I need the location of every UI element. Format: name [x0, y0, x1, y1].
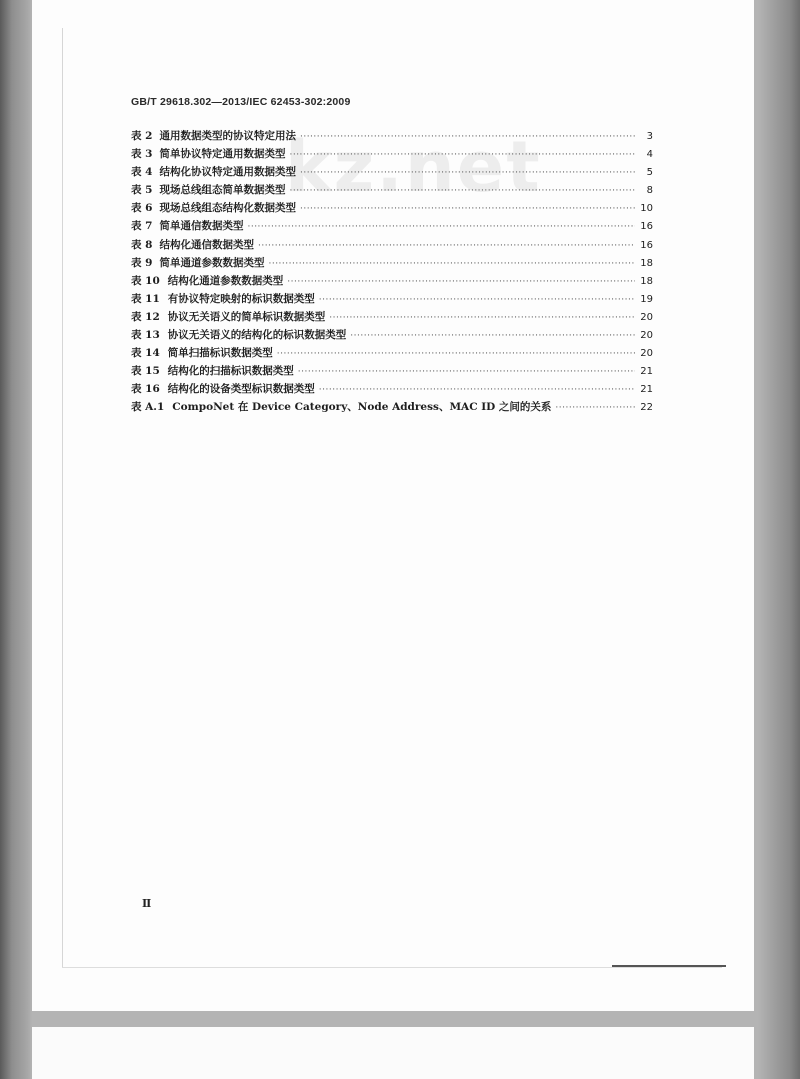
- toc-dot-leader: [319, 295, 635, 305]
- toc-entry: [131, 327, 653, 345]
- toc-table-number: 表 4: [131, 166, 153, 179]
- toc-table-title: 现场总线组态简单数据类型: [159, 184, 286, 197]
- toc-table-title: 结构化的扫描标识数据类型: [167, 365, 294, 378]
- toc-entry: [131, 273, 653, 291]
- table-of-contents: [131, 128, 653, 418]
- toc-dot-leader: [329, 313, 635, 323]
- page-number: Ⅱ: [142, 897, 152, 910]
- toc-dot-leader: [258, 241, 635, 251]
- toc-entry: [131, 345, 653, 363]
- toc-table-title: 结构化协议特定通用数据类型: [159, 166, 296, 179]
- toc-dot-leader: [555, 403, 635, 413]
- toc-entry: [131, 381, 653, 399]
- toc-table-title: 通用数据类型的协议特定用法: [159, 130, 296, 142]
- toc-dot-leader: [300, 168, 635, 178]
- toc-page-number: 5: [646, 167, 653, 179]
- toc-table-number: 表 A.1: [131, 401, 165, 414]
- toc-entry: [131, 182, 653, 200]
- toc-entry: [131, 146, 653, 164]
- toc-table-title: 协议无关语义的结构化的标识数据类型: [167, 329, 347, 342]
- toc-page-number: 10: [640, 203, 653, 215]
- toc-table-title: 协议无关语义的简单标识数据类型: [167, 310, 326, 323]
- standard-header: GB/T 29618.302—2013/IEC 62453-302:2009: [131, 96, 351, 108]
- toc-entry: [131, 218, 653, 236]
- toc-table-number: 表 7: [131, 220, 153, 233]
- scan-edge-left: [62, 28, 63, 968]
- toc-page-number: 19: [640, 293, 653, 305]
- toc-table-title: 简单协议特定通用数据类型: [159, 148, 286, 161]
- toc-table-number: 表 15: [131, 365, 160, 378]
- scan-mark: [612, 965, 726, 967]
- toc-table-number: 表 10: [131, 274, 160, 287]
- toc-page-number: 20: [640, 311, 653, 323]
- toc-page-number: 18: [640, 275, 653, 287]
- toc-table-title: 结构化的设备类型标识数据类型: [167, 383, 315, 396]
- toc-table-title: 简单扫描标识数据类型: [167, 347, 273, 360]
- toc-page-number: 21: [640, 384, 653, 396]
- toc-page-number: 16: [640, 239, 653, 251]
- toc-dot-leader: [350, 331, 635, 341]
- toc-page-number: 16: [640, 221, 653, 233]
- toc-page-number: 20: [640, 348, 653, 360]
- toc-entry: [131, 237, 653, 255]
- toc-table-title: 简单通信数据类型: [159, 220, 244, 233]
- toc-table-number: 表 14: [131, 347, 160, 360]
- toc-table-number: 表 16: [131, 383, 160, 396]
- toc-entry: [131, 363, 653, 381]
- toc-dot-leader: [287, 277, 635, 287]
- toc-table-title: 简单通道参数数据类型: [159, 256, 265, 269]
- toc-table-number: 表 13: [131, 329, 160, 342]
- toc-entry: [131, 399, 653, 417]
- toc-entry: [131, 164, 653, 182]
- toc-page-number: 22: [640, 402, 653, 414]
- toc-table-title: 现场总线组态结构化数据类型: [159, 202, 296, 215]
- toc-dot-leader: [319, 385, 635, 395]
- toc-table-title: 有协议特定映射的标识数据类型: [167, 292, 315, 305]
- toc-dot-leader: [298, 367, 635, 377]
- next-page-edge: [32, 1027, 754, 1079]
- toc-page-number: 21: [640, 366, 653, 378]
- toc-entry: [131, 255, 653, 273]
- toc-dot-leader: [300, 204, 635, 214]
- toc-table-title: CompoNet 在 Device Category、Node Address、MAC ID 之间的关系: [172, 401, 552, 414]
- toc-dot-leader: [289, 150, 635, 160]
- scan-edge-bottom: [62, 967, 722, 968]
- toc-page-number: 8: [646, 185, 653, 197]
- toc-entry: [131, 128, 653, 146]
- toc-dot-leader: [300, 132, 635, 142]
- toc-page-number: 4: [646, 149, 653, 161]
- toc-table-number: 表 9: [131, 256, 153, 269]
- toc-page-number: 18: [640, 257, 653, 269]
- toc-dot-leader: [268, 259, 635, 269]
- toc-entry: [131, 291, 653, 309]
- toc-page-number: 3: [646, 131, 653, 142]
- toc-table-number: 表 8: [131, 238, 153, 251]
- toc-table-number: 表 6: [131, 202, 153, 215]
- toc-dot-leader: [247, 222, 635, 232]
- toc-table-number: 表 11: [131, 292, 160, 305]
- toc-table-title: 结构化通道参数数据类型: [167, 274, 284, 287]
- toc-entry: [131, 309, 653, 327]
- toc-table-number: 表 2: [131, 130, 153, 142]
- toc-entry: [131, 200, 653, 218]
- toc-dot-leader: [277, 349, 635, 359]
- toc-table-number: 表 3: [131, 148, 153, 161]
- toc-table-number: 表 12: [131, 310, 160, 323]
- watermark: kz.net: [285, 126, 542, 208]
- toc-dot-leader: [289, 186, 635, 196]
- toc-page-number: 20: [640, 330, 653, 342]
- toc-table-title: 结构化通信数据类型: [159, 238, 254, 251]
- toc-table-number: 表 5: [131, 184, 153, 197]
